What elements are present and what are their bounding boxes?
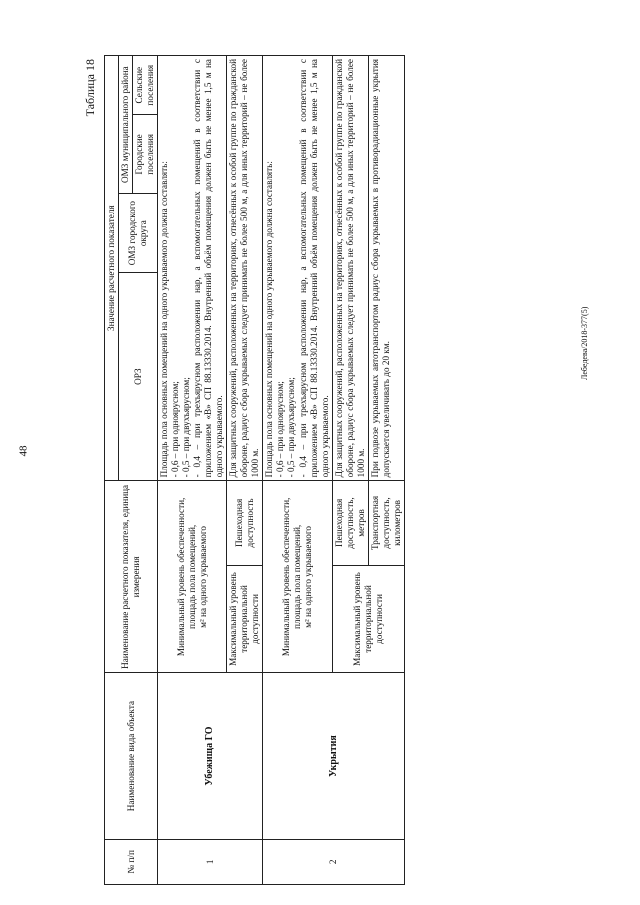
value-line: Площадь пола основных помещений на одного укрываемого должна составлять:	[159, 161, 170, 478]
header-omz-district: ОМЗ муниципального района	[119, 56, 133, 194]
row-number: 2	[263, 839, 404, 884]
value-cell: Для защитных сооружений, расположенных на территориях, отнесённых к особой группе по гражданской обороне, радиус сбора укрываемых следует принимать не более 500 м, а для иных территорий – не более 1000 м.	[332, 56, 368, 481]
indicator-cell	[158, 481, 227, 673]
indicator-label: Минимальный уровень обеспеченности, площадь пола помещений,	[175, 497, 197, 657]
value-line: - 0,5 – при двухъярусном;	[181, 377, 192, 478]
value-line: - 0,5 – при двухъярусном;	[286, 377, 297, 478]
indicator-label: Максимальный уровень территориальной доступности	[227, 565, 263, 673]
indicator-label: Максимальный уровень территориальной доступности	[332, 565, 404, 673]
table-row	[158, 56, 227, 885]
value-cell	[158, 56, 227, 481]
header-omz-city: ОМЗ городского округа	[119, 194, 158, 273]
indicator-sub-label: Транспортная доступность, километров	[368, 481, 404, 565]
value-cell	[263, 56, 332, 481]
indicator-cell	[263, 481, 332, 673]
object-name: Убежища ГО	[158, 673, 263, 839]
header-orz: ОРЗ	[119, 273, 158, 481]
header-num: № п/п	[105, 839, 158, 884]
row-number: 1	[158, 839, 263, 884]
value-line: - 0,4 – при трехъярусном расположении нар, а вспомогательных помещений в соответствии с приложением «В» СП 88.13330.2014. Внутренний объём помещения должен быть не менее 1,5 м на одного укрываемого.	[297, 59, 330, 478]
page-number: 48	[17, 445, 30, 457]
indicator-label: Минимальный уровень обеспеченности, площадь пола помещений,	[280, 497, 302, 657]
header-object-type: Наименование вида объекта	[105, 673, 158, 839]
indicator-unit: м² на одного укрываемого	[303, 525, 314, 628]
value-line: Площадь пола основных помещений на одного укрываемого должна составлять:	[264, 161, 275, 478]
header-rural: Сельские поселения	[133, 56, 158, 115]
rotated-sheet	[83, 55, 405, 885]
object-name: Укрытия	[263, 673, 404, 839]
value-line: - 0,6 – при одноярусном;	[275, 381, 286, 478]
header-urban: Городские поселения	[133, 115, 158, 194]
header-indicator: Наименование расчетного показателя, единица измерения	[105, 481, 158, 673]
indicator-sub-label: Пешеходная доступность, метров	[332, 481, 368, 565]
indicators-table	[104, 55, 405, 885]
header-value-group: Значение расчетного показателя	[105, 56, 119, 481]
table-caption: Таблица 18	[83, 59, 97, 117]
document-id: Лебедева/2018-377(5)	[580, 306, 589, 380]
value-line: - 0,6 – при одноярусном;	[170, 381, 181, 478]
value-cell: Для защитных сооружений, расположенных на территориях, отнесённых к особой группе по гражданской обороне, радиус сбора укрываемых следует принимать не более 500 м, а для иных территорий – не более 1000 м.	[227, 56, 263, 481]
table-row	[263, 56, 332, 885]
value-cell: При подвозе укрываемых автотранспортом радиус сбора укрываемых в противорадиационные укрытия допускается увеличивать до 20 км.	[368, 56, 404, 481]
header-row-1	[105, 56, 119, 885]
value-line: - 0,4 – при трехъярусном расположении нар, а вспомогательных помещений в соответствии с приложением «В» СП 88.13330.2014. Внутренний объём помещения должен быть не менее 1,5 м на одного укрываемого.	[192, 59, 225, 478]
indicator-unit: м² на одного укрываемого	[197, 525, 208, 628]
indicator-sub-label: Пешеходная доступность	[227, 481, 263, 565]
